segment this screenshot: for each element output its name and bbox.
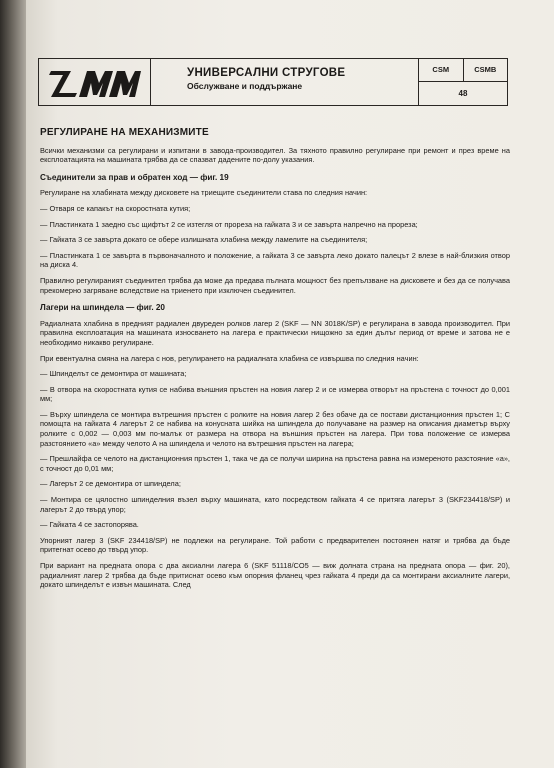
clutch-lead: Регулиране на хлабината между дисковете на триещите съединители става по следния начин:	[40, 188, 368, 198]
header-title-cell	[151, 59, 419, 105]
bearings-step: — Лагерът 2 се демонтира от шпиндела;	[40, 479, 181, 489]
bearings-heading: Лагери на шпиндела — фиг. 20	[40, 303, 165, 313]
clutch-heading: Съединители за прав и обратен ход — фиг. 19	[40, 172, 229, 182]
section-title: РЕГУЛИРАНЕ НА МЕХАНИЗМИТЕ	[40, 127, 209, 138]
clutch-note: Правилно регулираният съединител трябва да може да предава пълната мощност без препълзване на дисковете и без да се получава прекомерно загряване вследствие на триенето при изключен съединител.	[40, 275, 510, 295]
clutch-step: — Отваря се капакът на скоростната кутия;	[40, 203, 191, 213]
thrust-bearing-note: Упорният лагер 3 (SKF 234418/SP) не подлежи на регулиране. Той работи с предварителен постоянен натяг и трябва да бъде притегнат осево до твърд упор.	[40, 535, 510, 555]
page-number: 48	[458, 89, 468, 98]
clutch-step: — Пластинката 1 заедно със щифтът 2 се изтегля от прореза на гайката 3 и се завърта напречно на прореза;	[40, 219, 418, 229]
company-logo	[39, 59, 151, 105]
model-code-csmb: CSMB	[474, 65, 497, 74]
document-title: УНИВЕРСАЛНИ СТРУГОВЕ	[187, 67, 346, 79]
bearings-intro: Радиалната хлабина в предният радиален двуреден ролков лагер 2 (SKF — NN 3018K/SP) е регулирана в завода производител. При правилна експлоатация на машината износването на лагера е практически нищожно за един дълъг период от време и затова не е необходимо никакво регулиране.	[40, 318, 510, 347]
clutch-step: — Гайката 3 се завърта докато се обере излишната хлабина между ламелите на съединителя;	[40, 235, 368, 245]
zmm-logo-icon	[49, 67, 141, 97]
clutch-step: — Пластинката 1 се завърта в първоначалното и положение, а гайката 3 се завърта леко докато палецът 2 влезе в най-близкия отвор на диска 4.	[40, 250, 510, 270]
bearings-step: — Върху шпиндела се монтира вътрешния пръстен с ролките на новия лагер 2 без обаче да се постави дистанционния пръстен 1; С помощта на гайката 4 лагерът 2 се набива на конусната шийка на шпиндела до получаване на размер на описания диаметър върху ролките с 0,002 — 0,003 мм по-малък от размера на отвора на външния пръстен на лагера. При това положение се измерва разстоянието «а» между челото А на шпиндела и челото на вътрешния пръстен на лагера;	[40, 409, 510, 448]
bearings-step: — В отвора на скоростната кутия се набива външния пръстен на новия лагер 2 и се измерва отворът на пръстена с точност до 0,001 мм;	[40, 384, 510, 404]
model-code-csm: CSM	[419, 59, 464, 81]
section-intro: Всички механизми са регулирани и изпитани в завода-производител. За тяхното правилно регулиране при ремонт и през време на експлоатацията на машината трябва да се спазват дадените по-долу указания.	[40, 145, 510, 165]
bearings-lead: При евентуална смяна на лагера с нов, регулирането на радиалната хлабина се извършва по следния начин:	[40, 353, 419, 363]
bearings-step: — Шпинделът се демонтира от машината;	[40, 369, 187, 379]
bearings-step: — Монтира се цялостно шпинделния възел върху машината, като посредством гайката 4 се притяга лагерът 3 (SKF234418/SP) и лагерът 2 до твърд упор;	[40, 495, 510, 514]
book-binding	[0, 0, 28, 768]
bearings-step: — Прешлайфа се челото на дистанционния пръстен 1, така че да се получи ширина на пръстена равна на измереното разстояние «а», с точност до 0,01 мм;	[40, 454, 510, 473]
document-subtitle: Обслужване и поддържане	[187, 81, 303, 91]
page-header	[38, 58, 508, 106]
variant-note: При вариант на предната опора с два аксиални лагера 6 (SKF 51118/CO5 — виж долната страна на предната опора — фиг. 20), радиалният лагер 2 трябва да бъде притиснат осево към опорния фланец чрез гайката 4 преди да са монтирани аксиалните лагери, докато шпинделът е извън машината. След	[40, 561, 510, 590]
page-content	[40, 128, 510, 596]
model-code-cell	[419, 59, 507, 105]
bearings-step: — Гайката 4 се застопорява.	[40, 520, 139, 530]
